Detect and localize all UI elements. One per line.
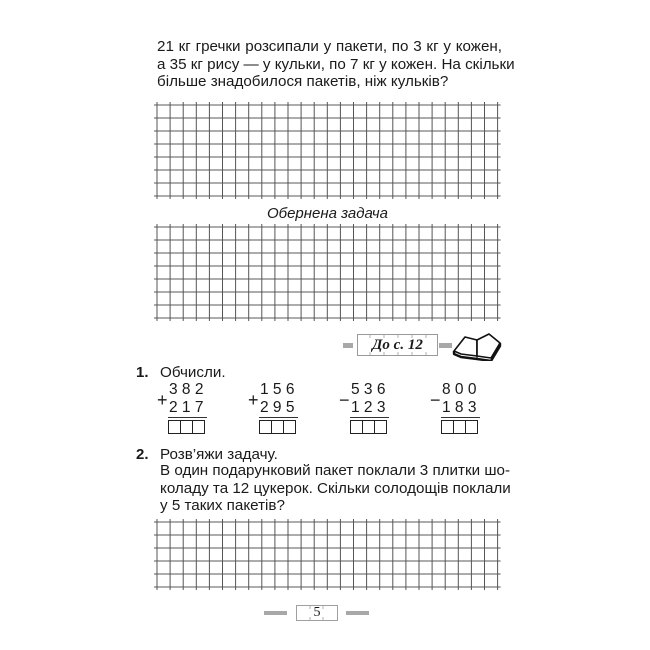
digit-box[interactable] (374, 420, 387, 434)
digit-box[interactable] (283, 420, 296, 434)
answer-grid-1[interactable] (150, 100, 506, 203)
divider-bar-left (343, 343, 353, 348)
page-number-box (296, 605, 338, 621)
column-addition-1 (157, 381, 217, 441)
task-title: Розв’яжи задачу. (160, 446, 278, 463)
problem-text (157, 38, 515, 91)
operation-sign: − (430, 390, 441, 410)
answer-grid-2[interactable] (150, 222, 506, 325)
answer-boxes[interactable] (168, 420, 204, 434)
problem-line: а 35 кг рису — у кульки, по 7 кг у кожен. На скільки (157, 55, 515, 73)
answer-grid-3[interactable] (150, 517, 506, 594)
problem-line: 21 кг гречки розсипали у пакети, по 3 кг у кожен, (157, 38, 502, 55)
task-number: 1. (136, 364, 149, 381)
operation-sign: − (339, 390, 350, 410)
operation-sign: + (248, 390, 259, 410)
problem-line: В один подарунковий пакет поклали 3 плитки шо- (160, 462, 511, 479)
inverse-task-title: Обернена задача (266, 205, 389, 222)
footer-bar-right (346, 611, 369, 615)
operand-bottom: 217 (169, 399, 208, 416)
result-line (350, 417, 389, 418)
result-line (168, 417, 207, 418)
open-book-icon (451, 329, 503, 361)
task2-problem-text (160, 462, 511, 515)
column-subtraction-2 (430, 381, 490, 441)
answer-boxes[interactable] (441, 420, 477, 434)
operand-top: 536 (351, 381, 390, 398)
column-addition-2 (248, 381, 308, 441)
operand-top: 382 (169, 381, 208, 398)
operand-bottom: 183 (442, 399, 481, 416)
page-reference (357, 334, 438, 356)
task-title: Обчисли. (160, 364, 226, 381)
operand-top: 800 (442, 381, 481, 398)
digit-box[interactable] (192, 420, 205, 434)
digit-box[interactable] (465, 420, 478, 434)
answer-boxes[interactable] (259, 420, 295, 434)
task-number: 2. (136, 446, 149, 463)
problem-line: коладу та 12 цукерок. Скільки солодощів поклали (160, 479, 511, 497)
result-line (259, 417, 298, 418)
operand-bottom: 123 (351, 399, 390, 416)
problem-line: у 5 таких пакетів? (160, 497, 285, 514)
footer-bar-left (264, 611, 287, 615)
operand-top: 156 (260, 381, 299, 398)
page-reference-label: До с. 12 (372, 337, 423, 353)
operand-bottom: 295 (260, 399, 299, 416)
column-subtraction-1 (339, 381, 399, 441)
answer-boxes[interactable] (350, 420, 386, 434)
problem-line: більше знадобилося пакетів, ніж кульків? (157, 73, 449, 90)
page-number: 5 (313, 605, 321, 620)
operation-sign: + (157, 390, 168, 410)
result-line (441, 417, 480, 418)
